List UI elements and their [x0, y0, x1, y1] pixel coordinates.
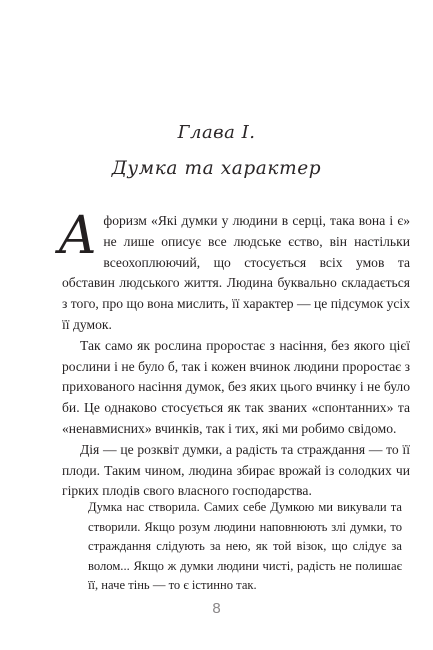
chapter-heading: Глава I.	[177, 122, 256, 143]
body-text	[58, 206, 410, 502]
paragraph-1-text: форизм «Які думки у людини в серці, така вона і є» не лише описує все людське єство, він настільки всеохоплюючий, що стосується всіх умов та обставин людського життя. Людина буквально складається з того, про що вона мислить, її характер — це підсумок усіх її думок.	[62, 213, 410, 332]
paragraph-2: Так само як рослина проростає з насіння, без якого цієї рослини і не було б, так і кожен вчинок людини проростає з прихованого насіння думок, без яких цього вчинку і не було би. Це однаково стосується як так званих «спонтанних» та «ненавмисних» вчинків, так і тих, які ми робимо свідомо.	[62, 337, 410, 436]
page-number: 8	[212, 600, 221, 617]
epigraph-quote: Думка нас створила. Самих себе Думкою ми викували та створили. Якщо розум людини наповнюють злі думки, то страждання слідують за нею, як той візок, що слідує за волом... Якщо ж думки людини чисті, радість не полишає її, наче тінь — то є істинно так.	[88, 500, 402, 592]
drop-cap: А	[58, 206, 98, 266]
paragraph-3: Дія — це розквіт думки, а радість та страждання — то її плоди. Таким чином, людина збирає врожай із солодких чи гірких плодів свого власного господарства.	[62, 441, 410, 499]
paragraph-1	[58, 206, 410, 336]
chapter-title: Думка та характер	[111, 158, 322, 179]
